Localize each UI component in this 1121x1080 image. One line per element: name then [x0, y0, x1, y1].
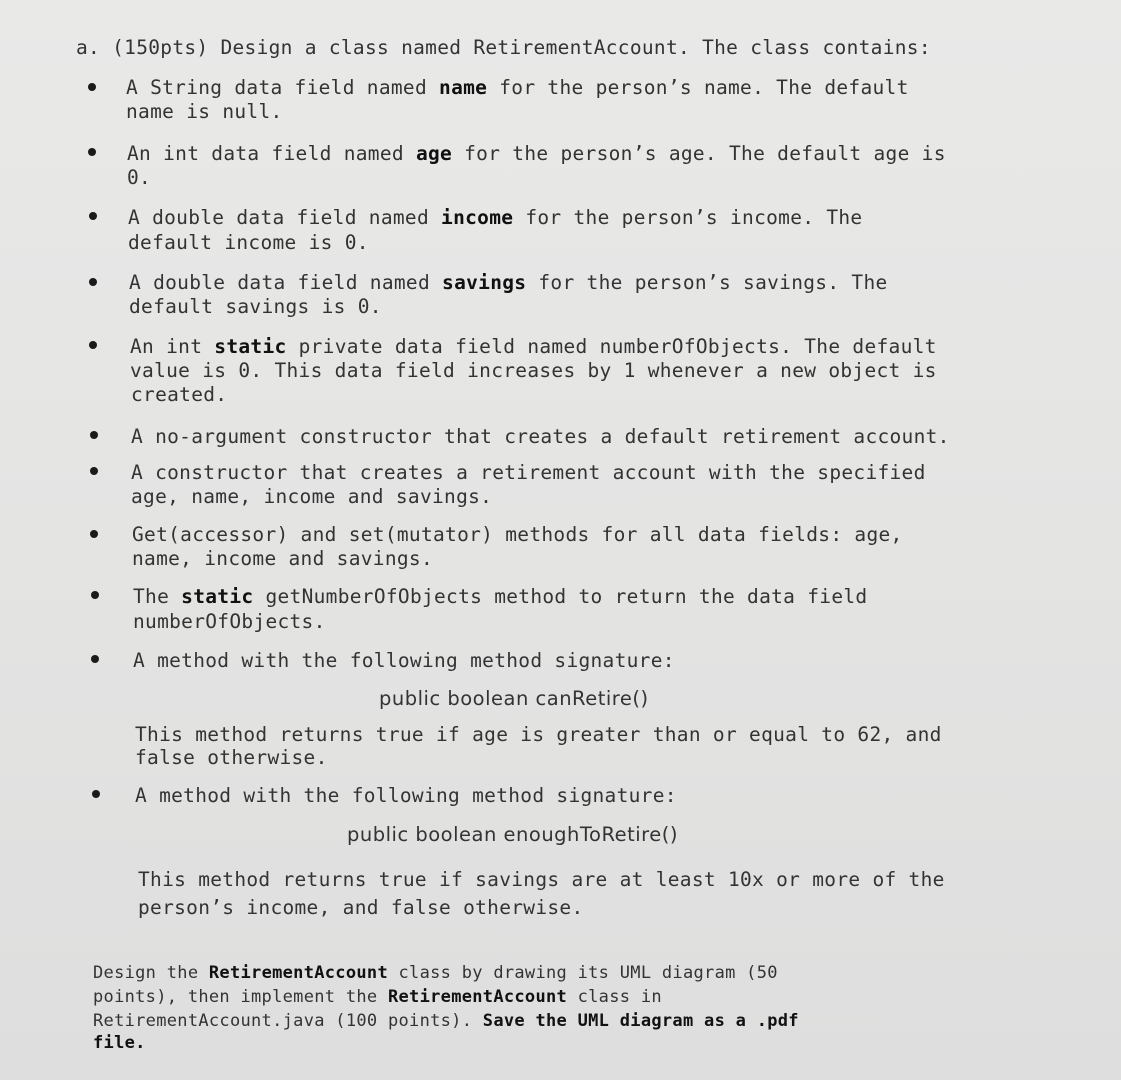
list-item-text: value is 0. This data field increases by 1 whenever a new object is [130, 359, 937, 382]
list-item-static-field: An int static private data field named numberOfObjects. The default [130, 335, 937, 358]
list-item-text: numberOfObjects. [133, 610, 326, 633]
list-item-accessors: Get(accessor) and set(mutator) methods for all data fields: age, [132, 523, 903, 546]
bullet-icon [91, 655, 99, 663]
bullet-icon [91, 591, 99, 599]
list-item-text: 0. [127, 166, 152, 189]
bullet-icon [90, 467, 98, 475]
method-description: This method returns true if savings are at least 10x or more of the [138, 868, 945, 891]
list-item-text: name, income and savings. [132, 547, 433, 570]
footer-instructions: Design the RetirementAccount class by drawing its UML diagram (50 [93, 963, 778, 983]
method-description: false otherwise. [135, 746, 328, 769]
list-item-constructor: A constructor that creates a retirement account with the specified [131, 461, 926, 484]
list-item-text: default income is 0. [128, 231, 369, 254]
list-item-can-retire: A method with the following method signature: [133, 649, 675, 672]
list-item-text: name is null. [126, 100, 283, 123]
bullet-icon [88, 148, 96, 156]
list-item-no-arg-constructor: A no-argument constructor that creates a default retirement account. [131, 425, 950, 448]
list-item-enough-to-retire: A method with the following method signature: [135, 784, 677, 807]
assignment-header: a. (150pts) Design a class named RetirementAccount. The class contains: [76, 36, 931, 59]
method-signature: public boolean canRetire() [379, 687, 649, 710]
bullet-icon [90, 431, 98, 439]
list-item-income-field: A double data field named income for the person’s income. The [128, 206, 863, 229]
footer-instructions: points), then implement the RetirementAccount class in [93, 987, 662, 1007]
list-item-name-field: A String data field named name for the person’s name. The default [126, 76, 909, 99]
bullet-icon [89, 341, 97, 349]
bullet-icon [90, 530, 98, 538]
footer-instructions: RetirementAccount.java (100 points). Save the UML diagram as a .pdf [93, 1011, 799, 1031]
bullet-icon [88, 83, 96, 91]
list-item-static-method: The static getNumberOfObjects method to return the data field [133, 585, 868, 608]
list-item-text: age, name, income and savings. [131, 485, 493, 508]
method-description: This method returns true if age is greater than or equal to 62, and [135, 723, 942, 746]
method-signature: public boolean enoughToRetire() [347, 823, 678, 846]
list-item-savings-field: A double data field named savings for the person’s savings. The [129, 271, 888, 294]
bullet-icon [89, 278, 97, 286]
bullet-icon [92, 790, 100, 798]
method-description: person’s income, and false otherwise. [138, 896, 584, 919]
list-item-text: default savings is 0. [129, 295, 382, 318]
footer-instructions: file. [93, 1033, 146, 1053]
list-item-age-field: An int data field named age for the person’s age. The default age is [127, 142, 946, 165]
bullet-icon [89, 212, 97, 220]
list-item-text: created. [131, 383, 228, 406]
